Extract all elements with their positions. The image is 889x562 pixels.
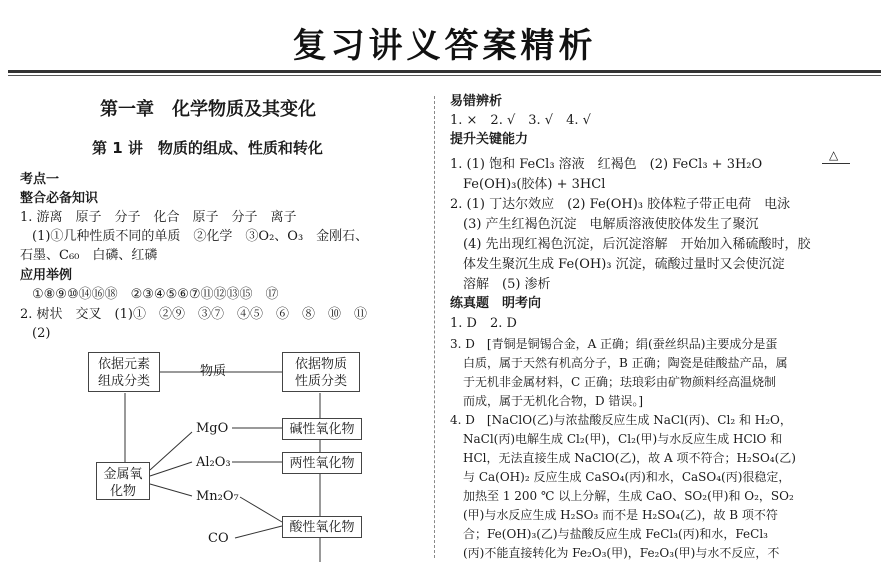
answer-line: 加热至 1 200 ℃ 以上分解，生成 CaO、SO₂(甲)和 O₂，SO₂ xyxy=(463,489,794,503)
section-heading-exam: 练真题 明考向 xyxy=(450,296,542,311)
box-element-classification: 依据元素 组成分类 xyxy=(88,352,160,392)
answer-line: 合；Fe(OH)₃(乙)与盐酸反应生成 FeCl₃(丙)和水，FeCl₃ xyxy=(463,527,768,541)
section-heading-examples: 应用举例 xyxy=(20,268,73,283)
answer-line: 3. D [青铜是铜锡合金，A 正确；绢(蚕丝织品)主要成分是蛋 xyxy=(450,337,778,351)
answer-line: 1. D 2. D xyxy=(450,316,517,331)
box-metal-oxide: 金属氧 化物 xyxy=(96,462,150,500)
answer-line: 溶解 (5) 渗析 xyxy=(463,277,551,292)
answer-line: 1. × 2. √ 3. √ 4. √ xyxy=(450,113,591,128)
box-amphoteric-oxide: 两性氧化物 xyxy=(282,452,362,474)
answer-line: NaCl(丙)电解生成 Cl₂(甲)，Cl₂(甲)与水反应生成 HClO 和 xyxy=(463,432,783,446)
formula-label: CO xyxy=(208,531,229,546)
section-heading-knowledge: 整合必备知识 xyxy=(20,191,99,206)
answer-line: ①⑧⑨⑩⑭⑯⑱ ②③④⑤⑥⑦⑪⑫⑬⑮ ⑰ xyxy=(32,287,279,302)
section-heading-errors: 易错辨析 xyxy=(450,94,503,109)
chapter-title: 第一章 化学物质及其变化 xyxy=(100,99,316,120)
lesson-title: 第 1 讲 物质的组成、性质和转化 xyxy=(92,139,323,157)
answer-line: (丙)不能直接转化为 Fe₂O₃(甲)，Fe₂O₃(甲)与水不反应，不 xyxy=(463,546,780,560)
answer-line: 与 Ca(OH)₂ 反应生成 CaSO₄(丙)和水，CaSO₄(丙)很稳定， xyxy=(463,470,791,484)
point-heading: 考点一 xyxy=(20,172,60,187)
answer-line: (4) 先出现红褐色沉淀，后沉淀溶解 开始加入稀硫酸时，胶 xyxy=(463,237,811,252)
answer-line: (3) 产生红褐色沉淀 电解质溶液使胶体发生了聚沉 xyxy=(463,217,759,232)
page-title: 复习讲义答案精析 xyxy=(292,26,597,66)
answer-line: 4. D [NaClO(乙)与浓盐酸反应生成 NaCl(丙)、Cl₂ 和 H₂O， xyxy=(450,413,792,427)
answer-line: 白质，属于天然有机高分子，B 正确；陶瓷是硅酸盐产品，属 xyxy=(463,356,788,370)
answer-line: Fe(OH)₃(胶体) + 3HCl xyxy=(463,177,606,192)
formula-label: Mn₂O₇ xyxy=(196,489,239,504)
answer-line: 2. (1) 丁达尔效应 (2) Fe(OH)₃ 胶体粒子带正电荷 电泳 xyxy=(450,197,791,212)
reaction-condition-heat: △ xyxy=(829,148,839,162)
section-heading-ability: 提升关键能力 xyxy=(450,132,529,147)
answer-line: 1. (1) 饱和 FeCl₃ 溶液 红褐色 (2) FeCl₃ + 3H₂O xyxy=(450,157,763,172)
box-acidic-oxide: 酸性氧化物 xyxy=(282,516,362,538)
answer-line: HCl，无法直接生成 NaClO(乙)，故 A 项不符合；H₂SO₄(乙) xyxy=(463,451,796,465)
box-property-classification: 依据物质 性质分类 xyxy=(282,352,360,392)
answer-line: 2. 树状 交叉 (1)① ②⑨ ③⑦ ④⑤ ⑥ ⑧ ⑩ ⑪ xyxy=(20,307,367,322)
answer-line: 体发生聚沉生成 Fe(OH)₃ 沉淀，硫酸过量时又会使沉淀 xyxy=(463,257,785,272)
answer-line: 石墨、C₆₀ 白磷、红磷 xyxy=(20,248,158,263)
answer-line: 于无机非金属材料，C 正确；珐琅彩由矿物颜料经高温烧制 xyxy=(463,375,776,389)
formula-label: MgO xyxy=(196,421,229,436)
answer-line: (甲)与水反应生成 H₂SO₃ 而不是 H₂SO₄(乙)，故 B 项不符 xyxy=(463,508,778,522)
answer-line: 1. 游离 原子 分子 化合 原子 分子 离子 xyxy=(20,210,297,225)
answer-line: (2) xyxy=(32,326,51,341)
formula-label: Al₂O₃ xyxy=(196,455,231,470)
answer-line: 而成，属于无机化合物，D 错误。] xyxy=(463,394,644,408)
box-basic-oxide: 碱性氧化物 xyxy=(282,418,362,440)
reaction-arrow-line xyxy=(822,163,850,164)
answer-line: (1)①几种性质不同的单质 ②化学 ③O₂、O₃ 金刚石、 xyxy=(32,229,369,244)
diagram-center-label: 物质 xyxy=(200,364,227,379)
